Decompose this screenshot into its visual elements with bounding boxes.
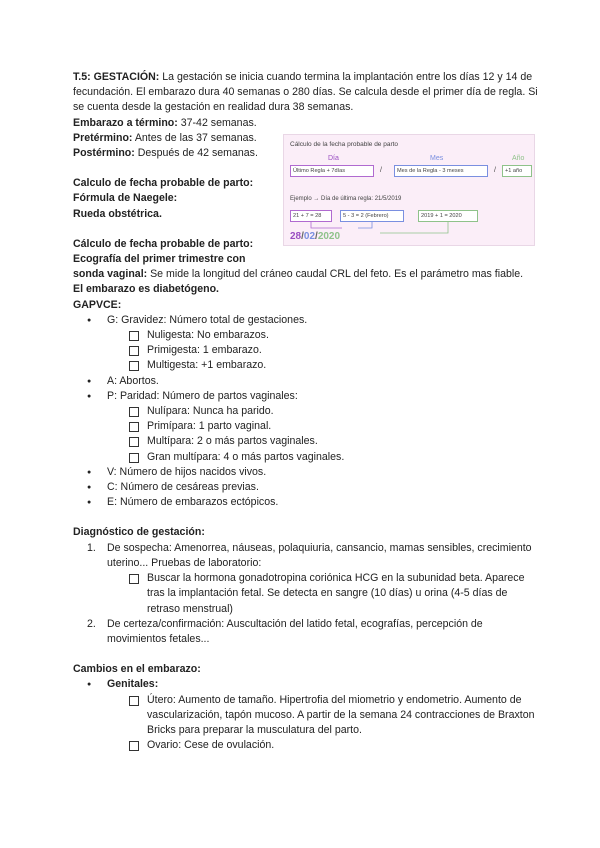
list-item: ● Genitales:: [73, 677, 543, 692]
checklist-item: [73, 738, 543, 753]
checkbox[interactable]: [129, 422, 139, 432]
calc-line: Fórmula de Naegele:: [73, 192, 178, 205]
checkbox[interactable]: [129, 741, 139, 751]
calc2-sub: Ecografía del primer trimestre con: [73, 253, 246, 266]
figure-box-dia: Último Regla + 7días: [290, 165, 374, 177]
term-label: Pretérmino:: [73, 131, 133, 144]
checkbox[interactable]: [129, 453, 139, 463]
checklist-item: [73, 404, 543, 419]
list-item: ● V: Número de hijos nacidos vivos.: [73, 465, 543, 480]
calc2-text: Se mide la longitud del cráneo caudal CRL del feto. Es el parámetro mas fiable.: [147, 268, 524, 281]
checkbox[interactable]: [129, 574, 139, 584]
figure-example: Ejemplo → Día de última regla: 21/5/2019: [290, 196, 402, 202]
checklist-item: [73, 328, 543, 343]
result-year: 2020: [317, 231, 341, 242]
cambios-title: Cambios en el embarazo:: [73, 663, 201, 676]
checklist-label: Buscar la hormona gonadotropina coriónica HCG en la subunidad beta. Aparece tras la implantación fetal. Se detecta en sangre (10 días) u orina (4-5 días de retraso menstrual): [147, 572, 525, 615]
result-day: 28: [290, 231, 302, 242]
diabet-line: El embarazo es diabetógeno.: [73, 283, 219, 296]
checkbox[interactable]: [129, 361, 139, 371]
checklist-label: Ovario: Cese de ovulación.: [147, 739, 275, 752]
checklist-label: Útero: Aumento de tamaño. Hipertrofia del miometrio y endometrio. Aumento de vascularización, tapón mucoso. A partir de la semana 24 contracciones de Braxton Bricks para preparar la musculatura del parto.: [147, 693, 535, 736]
figure-result: [290, 231, 340, 243]
checklist-label: Nulípara: Nunca ha parido.: [147, 405, 274, 418]
checkbox[interactable]: [129, 346, 139, 356]
term-line: [73, 146, 283, 161]
checklist-label: Primípara: 1 parto vaginal.: [147, 420, 272, 433]
result-month: 02: [303, 231, 316, 242]
numbered-item: [73, 617, 543, 647]
figure-example-mes: 5 - 3 = 2 (Febrero): [340, 210, 404, 222]
checkbox[interactable]: [129, 437, 139, 447]
figure-title: Cálculo de la fecha probable de parto: [290, 141, 399, 148]
item-number: 2.: [87, 617, 96, 630]
checklist-item: [73, 693, 543, 739]
checklist-label: Nuligesta: No embarazos.: [147, 329, 269, 342]
figure-slash: /: [380, 167, 382, 174]
figure-box-anio: +1 año: [502, 165, 532, 177]
term-text: Antes de las 37 semanas.: [132, 131, 257, 144]
checkbox[interactable]: [129, 331, 139, 341]
term-label: Postérmino:: [73, 147, 135, 160]
figure-example-anio: 2019 + 1 = 2020: [418, 210, 478, 222]
checklist-item: [73, 419, 543, 434]
checklist-label: Primigesta: 1 embarazo.: [147, 344, 262, 357]
list-item: ● C: Número de cesáreas previas.: [73, 480, 543, 495]
list-item: ● A: Abortos.: [73, 374, 543, 389]
item-number: 1.: [87, 541, 96, 554]
diag-title: Diagnóstico de gestación:: [73, 526, 205, 539]
checklist-item: [73, 358, 543, 373]
figure-example-dia: 21 + 7 = 28: [290, 210, 332, 222]
item-text: De certeza/confirmación: Auscultación del latido fetal, ecografías, percepción de movimientos fetales...: [107, 617, 483, 645]
calc-line: Rueda obstétrica.: [73, 207, 162, 220]
checklist-item: [73, 450, 543, 465]
figure-header-dia: Día: [328, 155, 339, 162]
term-line: [73, 116, 283, 131]
intro-label: T.5: GESTACIÓN:: [73, 71, 160, 83]
term-line: [73, 131, 283, 146]
checkbox[interactable]: [129, 696, 139, 706]
calc2-sub2: sonda vaginal:: [73, 268, 148, 281]
checklist-label: Multigesta: +1 embarazo.: [147, 359, 267, 372]
list-item: ● G: Gravidez: Número total de gestaciones.: [73, 313, 543, 328]
result-sep: /: [315, 231, 318, 242]
figure-header-mes: Mes: [430, 155, 444, 162]
figure-box-mes: Mes de la Regla - 3 meses: [394, 165, 488, 177]
result-sep: /: [301, 231, 304, 242]
checklist-label: Gran multípara: 4 o más partos vaginales.: [147, 450, 345, 463]
checklist-label: Multípara: 2 o más partos vaginales.: [147, 435, 318, 448]
calc2-paragraph: [73, 267, 543, 282]
term-label: Embarazo a término:: [73, 116, 178, 129]
intro-paragraph: [73, 70, 543, 116]
term-text: 37-42 semanas.: [177, 116, 257, 129]
term-text: Después de 42 semanas.: [134, 147, 258, 160]
list-item: ● P: Paridad: Número de partos vaginales:: [73, 389, 543, 404]
gapvce-title: GAPVCE:: [73, 298, 122, 311]
figure-header-anio: Año: [512, 155, 525, 162]
calc-line: Calculo de fecha probable de parto:: [73, 177, 254, 190]
numbered-item: [73, 541, 543, 571]
calc2-label: Cálculo de fecha probable de parto:: [73, 237, 254, 250]
item-text: De sospecha: Amenorrea, náuseas, polaquiuria, cansancio, mamas sensibles, crecimiento uterino... Pruebas de laboratorio:: [107, 541, 532, 569]
due-date-figure: [283, 134, 535, 246]
list-item: ● E: Número de embarazos ectópicos.: [73, 495, 543, 510]
checklist-item: [73, 571, 543, 617]
checklist-item: [73, 343, 543, 358]
checkbox[interactable]: [129, 407, 139, 417]
checklist-item: [73, 434, 543, 449]
figure-slash: /: [494, 167, 496, 174]
intro-text: La gestación se inicia cuando termina la implantación entre los días 12 y 14 de fecundación. El embarazo dura 40 semanas o 280 días. Se calcula desde el primer día de regla. Si se cuenta desde la gestación en realidad dura 38 semanas.: [73, 71, 538, 114]
